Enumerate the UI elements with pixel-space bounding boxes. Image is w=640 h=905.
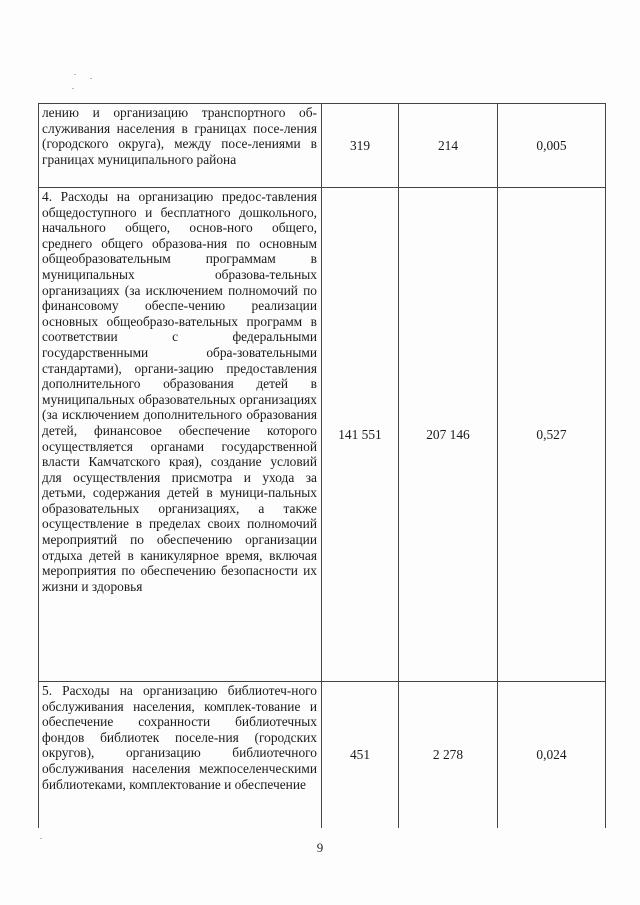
value-cell-2: 214 xyxy=(399,104,498,188)
value-cell-3: 0,005 xyxy=(498,104,606,188)
row-description: лению и организацию транспортного об-служивания населения в границах посе-ления (городского округа), между посе-лениями в границах муниципального района xyxy=(42,105,317,167)
table-row xyxy=(39,682,606,829)
value-cell-1: 319 xyxy=(322,104,399,188)
scan-speck xyxy=(40,838,42,839)
row-description-cell xyxy=(39,104,322,188)
value-cell-3: 0,024 xyxy=(498,682,606,829)
scan-speck xyxy=(72,88,74,89)
row-description: 5. Расходы на организацию библиотеч-ного обслуживания населения, комплек-тование и обеспечение сохранности библиотечных фондов библиотек поселе-ния (городских округов), организацию библиотечного обслуживания населения межпоселенческими библиотеками, комплектование и обеспечение xyxy=(42,683,317,792)
value-cell-1: 451 xyxy=(322,682,399,829)
value-cell-2: 2 278 xyxy=(399,682,498,829)
table-row xyxy=(39,104,606,188)
scan-speck xyxy=(74,74,76,75)
row-description-cell xyxy=(39,188,322,682)
value-cell-1: 141 551 xyxy=(322,188,399,682)
scan-speck xyxy=(90,78,92,79)
table-row xyxy=(39,188,606,682)
row-description: 4. Расходы на организацию предос-тавления общедоступного и бесплатного дошкольного, начального общего, основ-ного общего, среднего общего образова-ния по основным общеобразовательным программам в муниципальных образова-тельных организациях (за исключением полномочий по финансовому обеспе-чению реализации основных общеобразо-вательных программ в соответствии с федеральными государственными обра-зовательными стандартами), органи-зацию предоставления дополнительного образования детей в муниципальных образовательных организациях (за исключением дополнительного образования детей, финансовое обеспечение которого осуществляется органами государственной власти Камчатского края), создание условий для осуществления присмотра и ухода за детьми, содержания детей в муници-пальных образовательных организациях, а также осуществление в пределах своих полномочий мероприятий по обеспечению организации отдыха детей в каникулярное время, включая мероприятия по обеспечению безопасности их жизни и здоровья xyxy=(42,189,317,594)
value-cell-3: 0,527 xyxy=(498,188,606,682)
row-description-cell xyxy=(39,682,322,829)
value-cell-2: 207 146 xyxy=(399,188,498,682)
expenses-table xyxy=(38,103,606,828)
page-number: 9 xyxy=(316,840,324,855)
